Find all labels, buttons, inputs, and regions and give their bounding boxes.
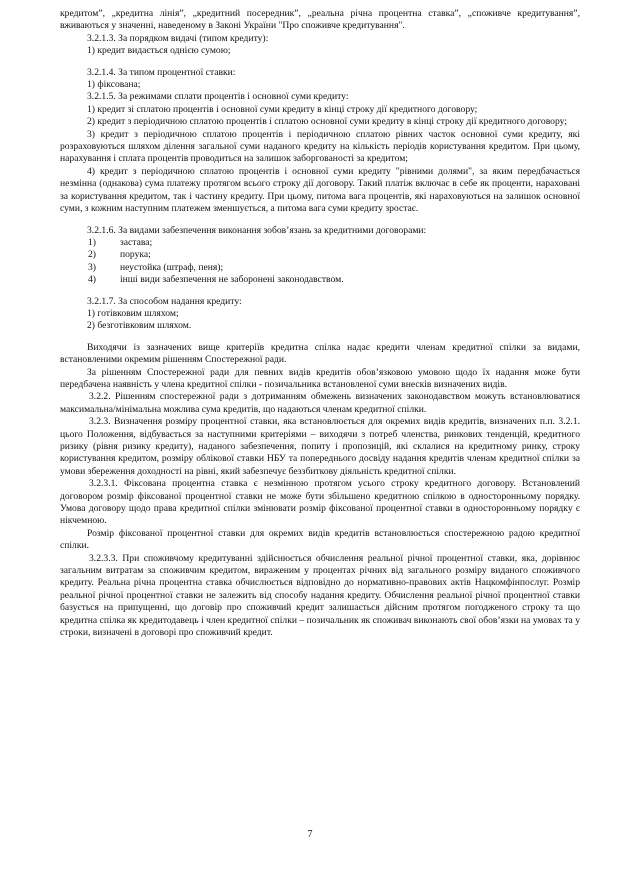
list-text: застава; [120,236,153,248]
list-item [60,249,580,261]
list-item [60,237,580,249]
list-item: 2) кредит з періодичною сплатою процентів і сплатою основної суми кредиту в кінці строку дії кредитного договору; [87,116,567,128]
list-number: 2) [88,249,96,261]
list-number: 4) [88,274,96,286]
heading-3-2-1-4: 3.2.1.4. За типом процентної ставки: [87,66,236,78]
list-text: неустойка (штраф, пеня); [120,261,224,273]
list-item: 3) кредит з періодичною сплатою процентів і періодичною сплатою рівних часток основної суми кредиту, які розраховуються шляхом ділення загальної суми наданого кредиту на кількість періодів користування кредитом. При цьому, нарахування і сплата процентів проводиться на залишок заборгованості за кредитом; [60,128,580,165]
list-item: 1) кредит зі сплатою процентів і основної суми кредиту в кінці строку дії кредитного договору; [87,103,478,115]
paragraph-3-2-3-3: 3.2.3.3. При споживчому кредитуванні здійснюється обчислення реальної річної процентної ставки, яка, дорівнює загальним витратам за споживчим кредитом, вираженим у процентах річних від загального розміру виданого споживчого кредиту. Реальна річна процентна ставка обчислюється відповідно до нормативно-правових актів Нацкомфінпослуг. Розмір реальної річної процентної ставки не залежить від способу надання кредиту. Обчислення реальної річної процентної ставки базується на припущенні, що договір про споживчий кредит залишається дійсним протягом погодженого строку та що кредитна спілка як кредитодавець і член кредитної спілки – позичальник як споживач виконають свої обов’язки на умовах та у строки, визначені в договорі про споживчий кредит. [60,552,580,639]
list-number: 3) [88,261,96,273]
heading-3-2-1-3: 3.2.1.3. За порядком видачі (типом кредиту): [87,32,269,44]
paragraph-3-2-3-1: 3.2.3.1. Фіксована процентна ставка є незмінною протягом усього строку кредитного договору. Встановлений договором розмір фіксованої процентної ставки не може бути збільшено кредитною спілкою в односторонньому порядку. Умова договору щодо права кредитної спілки змінювати розмір фіксованої процентної ставки в односторонньому порядку є нікчемною. [60,478,580,527]
paragraph-terms: кредитом”, „кредитна лінія”, „кредитний посередник”, „реальна річна процентна ставка”, „споживче кредитування”, вживаються у значенні, наведеному в Законі України "Про споживче кредитування". [60,8,580,32]
list-text: порука; [120,249,151,261]
paragraph-3-2-3: 3.2.3. Визначення розміру процентної ставки, яка встановлюється для окремих видів кредитів, визначених п.п. 3.2.1. цього Положення, відбувається за наступними критеріями – виходячи з потреб членства, ринкових тенденцій, кредитного ризику (рівня ризику кредиту), наданого забезпечення, попиту і пропозицій, які склалися на кредитному ринку, строку користування кредитом, розміру облікової ставки НБУ та попереднього досвіду надання кредитів членам кредитної спілки за умови збереження доходності на рівні, який забезпечує беззбиткову діяльність кредитної спілки. [60,416,580,477]
list-number: 1) [88,236,96,248]
heading-3-2-1-6: 3.2.1.6. За видами забезпечення виконання зобов’язань за кредитними договорами: [87,224,427,236]
list-text: інші види забезпечення не заборонені законодавством. [120,274,344,286]
paragraph-3-2-2: 3.2.2. Рішенням спостережної ради з дотриманням обмежень визначених законодавством можуть встановлюватися максимальна/мінімальна можлива сума кредитів, що надаються членам кредитної спілки. [60,391,580,415]
paragraph: За рішенням Спостережної ради для певних видів кредитів обов’язковою умовою щодо їх надання може бути передбачена наявність у члена кредитної спілки - позичальника встановленої суми внесків визначених видів. [60,366,580,390]
list-item [60,262,580,274]
paragraph: Розмір фіксованої процентної ставки для окремих видів кредитів встановлюється спостережною радою кредитної спілки. [60,527,580,552]
list-item: 1) кредит видається однією сумою; [87,45,231,57]
heading-3-2-1-5: 3.2.1.5. За режимами сплати процентів і основної суми кредиту: [87,91,349,103]
paragraph: Виходячи із зазначених вище критеріїв кредитна спілка надає кредити членам кредитної спілки за видами, встановленими окремим рішенням Спостережної ради. [60,341,580,366]
heading-3-2-1-7: 3.2.1.7. За способом надання кредиту: [87,295,242,307]
list-item: 1) фіксована; [87,79,141,91]
list-item [60,274,580,286]
list-item: 4) кредит з періодичною сплатою процентів і основної суми кредиту "рівними долями", за яким передбачається незмінна (однакова) сума платежу протягом всього строку дії договору. Такий платіж включає в себе як проценти, нараховані за користування кредитом, так і частину кредиту. При цьому, питома вага процентів, які нараховуються на залишок основної суми, з кожним наступним платежем зменшується, а питома вага суми кредиту зростає. [60,165,580,215]
list-item: 1) готівковим шляхом; [87,307,179,319]
page-number: 7 [307,829,313,840]
list-item: 2) безготівковим шляхом. [87,320,192,332]
